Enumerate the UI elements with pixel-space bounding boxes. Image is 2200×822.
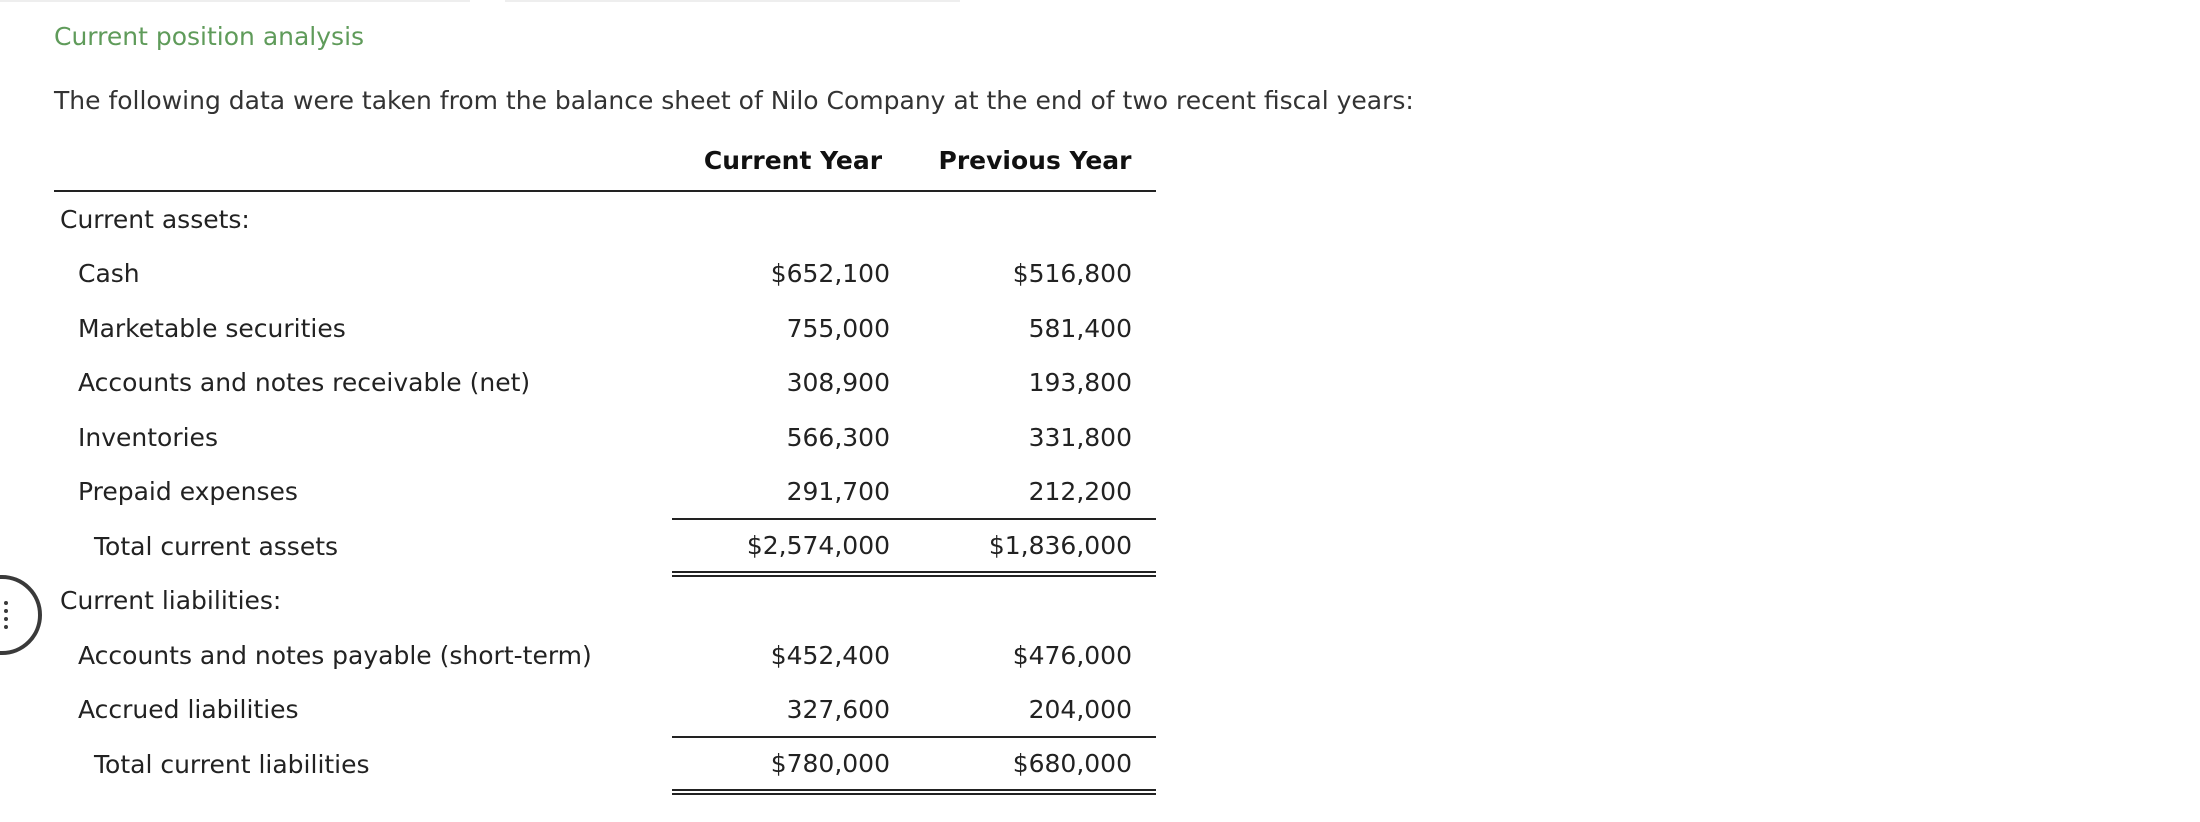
intro-text: The following data were taken from the balance sheet of Nilo Company at the end of two recent fiscal years: — [54, 86, 1414, 115]
current-year-value: 755,000 — [786, 313, 890, 343]
current-year-value: $452,400 — [770, 640, 890, 670]
balance-sheet-table — [54, 142, 1156, 795]
previous-year-value: 581,400 — [1028, 313, 1132, 343]
row-label: Prepaid expenses — [78, 477, 298, 507]
row-label: Accrued liabilities — [78, 695, 299, 725]
total-row — [54, 737, 1156, 792]
previous-year-value: 204,000 — [1028, 694, 1132, 724]
side-drawer-handle[interactable] — [0, 575, 42, 655]
row-label: Marketable securities — [78, 313, 346, 343]
table-row — [54, 247, 1156, 302]
section-title: Current position analysis — [54, 22, 365, 51]
previous-year-value: 193,800 — [1028, 368, 1132, 398]
previous-year-total: $1,836,000 — [914, 519, 1156, 574]
tab-indicator — [0, 0, 470, 2]
section-heading-row — [54, 574, 1156, 629]
row-label: Cash — [78, 259, 140, 289]
more-icon — [4, 601, 12, 629]
current-year-total: $2,574,000 — [672, 519, 914, 574]
table-row — [54, 683, 1156, 738]
table-row — [54, 410, 1156, 465]
total-row — [54, 519, 1156, 574]
label-column-header — [54, 142, 672, 191]
row-label: Inventories — [78, 422, 218, 452]
current-year-value: 291,700 — [786, 476, 890, 506]
current-assets-heading: Current assets: — [60, 204, 250, 234]
current-year-value: 566,300 — [786, 422, 890, 452]
table-row — [54, 628, 1156, 683]
previous-year-header: Previous Year — [914, 142, 1156, 191]
previous-year-value: 212,200 — [1028, 476, 1132, 506]
previous-year-total: $680,000 — [914, 737, 1156, 792]
table-header-row — [54, 142, 1156, 191]
table-row — [54, 301, 1156, 356]
previous-year-value: 331,800 — [1028, 422, 1132, 452]
previous-year-value: $476,000 — [1012, 640, 1132, 670]
current-year-header: Current Year — [672, 142, 914, 191]
current-year-value: $652,100 — [770, 259, 890, 289]
previous-year-value: $516,800 — [1012, 259, 1132, 289]
tab-indicator — [505, 0, 960, 2]
row-label: Accounts and notes payable (short-term) — [78, 640, 592, 670]
current-year-value: 308,900 — [786, 368, 890, 398]
table-row — [54, 465, 1156, 520]
current-liabilities-heading: Current liabilities: — [60, 586, 282, 616]
total-label: Total current assets — [94, 531, 339, 561]
total-label: Total current liabilities — [94, 749, 370, 779]
current-year-value: 327,600 — [786, 694, 890, 724]
table-row — [54, 356, 1156, 411]
section-heading-row — [54, 191, 1156, 247]
row-label: Accounts and notes receivable (net) — [78, 368, 531, 398]
top-tab-strip — [0, 0, 1000, 4]
current-year-total: $780,000 — [672, 737, 914, 792]
